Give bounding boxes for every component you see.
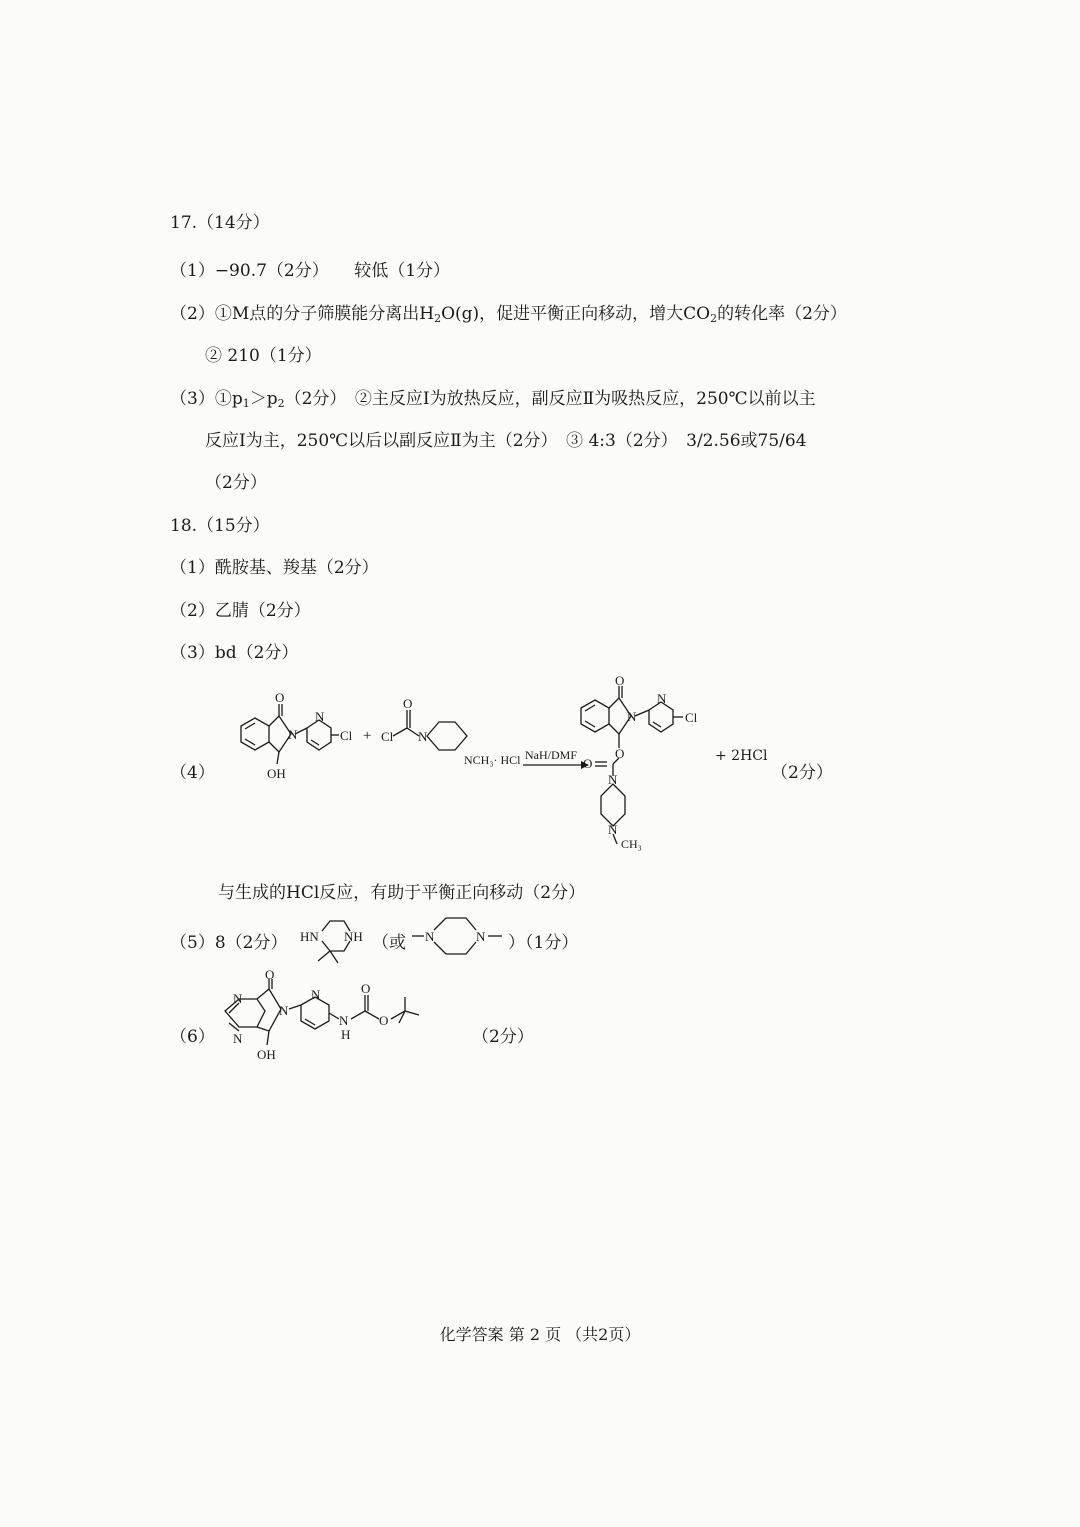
- q17-part2a: （2）①M点的分子筛膜能分离出$H_2O(g)$，促进平衡正向移动，增大$CO_2$的转化率（2分）: [170, 304, 847, 325]
- q18-part3: （3）bd（2分）: [170, 643, 299, 663]
- q18-part5-close: ）（1分）: [508, 933, 579, 953]
- part6-n-carbamate: N: [339, 1013, 349, 1028]
- product-o-carbamate: O: [583, 756, 593, 771]
- product-pyridine-n: N: [657, 691, 667, 706]
- reaction-reagent: NaH/DMF: [525, 748, 578, 762]
- part6-n-pyrazine-bottom: N: [233, 1031, 243, 1046]
- reactant2-o: O: [403, 696, 413, 711]
- q18-part4-score: （2分）: [771, 763, 833, 783]
- reactant1-oh: OH: [267, 766, 286, 781]
- reactant2-cl: Cl: [381, 729, 394, 744]
- byproduct-2hcl: + 2HCl: [715, 748, 768, 764]
- reactant2-n: N: [418, 729, 428, 744]
- q18-part5-or: （或: [372, 933, 406, 953]
- product-ch3: CH₃: [621, 837, 642, 851]
- q18-part6-score: （2分）: [472, 1027, 534, 1047]
- part5-n-left: N: [425, 929, 435, 944]
- part6-h-carbamate: H: [341, 1027, 351, 1042]
- page-footer: 化学答案 第 2 页 （共2页）: [439, 1325, 641, 1344]
- product-cl: Cl: [685, 710, 698, 725]
- product-structure: [581, 673, 698, 851]
- q18-part4-note: 与生成的HCl反应，有助于平衡正向移动（2分）: [218, 883, 586, 903]
- product-n-methyl: N: [608, 822, 618, 837]
- part5-structure-b: [410, 910, 520, 965]
- q17-part2b: ② 210（1分）: [205, 346, 322, 366]
- q18-header: 18.（15分）: [170, 516, 270, 536]
- reaction-scheme: [215, 673, 735, 855]
- part5-hn: HN: [300, 929, 319, 944]
- part6-n-lactam: N: [279, 1003, 289, 1018]
- reactant1-n: N: [288, 727, 298, 742]
- q18-part6-label: （6）: [170, 1027, 215, 1047]
- product-n-piperazine: N: [608, 772, 618, 787]
- product-o-ester: O: [615, 746, 625, 761]
- q17-header: 17.（14分）: [170, 213, 270, 233]
- reactant1-cl: Cl: [340, 728, 353, 743]
- q17-part3a: $(3)①p_1>p_2(2$分） ②主反应Ⅰ为放热反应，副反应Ⅱ为吸热反应，250℃以前以主: [170, 389, 816, 410]
- part6-n-pyridine: N: [311, 987, 321, 1002]
- q18-part5-label: （5）8（2分）: [170, 933, 288, 953]
- part5-n-right: N: [476, 929, 486, 944]
- part6-o-ester: O: [379, 1013, 389, 1028]
- part6-o-carbonyl: O: [361, 981, 371, 996]
- reactant1-o: O: [275, 690, 285, 705]
- part5-structure-a: [298, 913, 368, 968]
- part6-structure: [215, 967, 475, 1075]
- q17-part3c: （2分）: [205, 473, 267, 493]
- part6-oh: OH: [257, 1047, 276, 1062]
- q17-part3b: 反应Ⅰ为主，250℃以后以副反应Ⅱ为主（2分） ③ 4:3（2分） 3/2.56或75/64: [205, 431, 807, 451]
- product-n: N: [627, 709, 637, 724]
- q18-part1: （1）酰胺基、羧基（2分）: [170, 558, 379, 578]
- reactant1-pyridine-n: N: [315, 709, 325, 724]
- reactant2-nch3-hcl: NCH₃· HCl: [464, 753, 521, 767]
- reactant-1-structure: [241, 690, 353, 781]
- product-o-carbonyl: O: [615, 673, 625, 688]
- reactant-2-structure: [381, 696, 521, 767]
- part6-n-pyrazine-top: N: [233, 991, 243, 1006]
- q17-part1: （1）−90.7（2分） 较低（1分）: [170, 261, 451, 281]
- part6-o-ring: O: [265, 967, 275, 982]
- plus-sign: +: [363, 728, 372, 744]
- part5-nh: NH: [344, 929, 363, 944]
- q18-part2: （2）乙腈（2分）: [170, 601, 311, 621]
- q18-part4-label: （4）: [170, 763, 215, 783]
